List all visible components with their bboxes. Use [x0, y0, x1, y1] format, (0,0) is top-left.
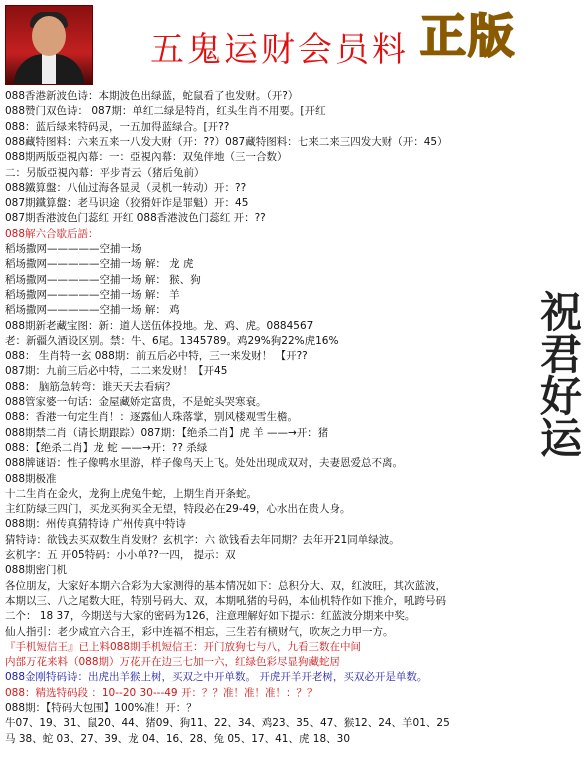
content-line: 088期新老藏宝图：新：道人送伍体投地。龙、鸡、虎。0884567 — [5, 319, 314, 332]
page-title: 五鬼运财会员料 — [150, 30, 409, 70]
content-line: 088： 生肖特一玄 088期：前五后必中特，三一来发财！ 【开?? — [5, 350, 308, 363]
content-line: 牛07、19、31、鼠20、44、猪09、狗11、22、34、鸡23、35、47、猴12、24、羊01、25 — [5, 717, 450, 730]
content-line: 仙人指引：老少咸宜六合王，彩中连福不相忘，三生若有横财气，吹灰之力甲一方。 — [5, 625, 394, 638]
content-line: 稻场撒网—————空捕一场 — [5, 243, 142, 255]
content-line: 088期：【特码大包围】100%准！开：？ — [5, 702, 197, 714]
content-line: 088牌谜语：性子像鸭水里游，样子像鸟天上飞。处处出现成双对，夫妻恩爱总不离。 — [5, 457, 404, 470]
content-line: 马 38、蛇 03、27、39、龙 04、16、28、兔 05、17、41、虎 18、30 — [5, 732, 351, 745]
content-line: 088：蓝后绿来特码灵，一五加得蓝绿合。[开?? — [5, 120, 230, 133]
content-line: 稻场撒网—————空捕一场 解： 鸡 — [5, 304, 180, 317]
content-line: 稻场撒网—————空捕一场 解： 猴、狗 — [5, 273, 201, 286]
content-line: 各位朋友，大家好本期六合彩为大家测得的基本情况如下：总积分大、双，红波旺，其次蓝波， — [5, 579, 446, 592]
content-line: 088： 脑筋急转弯：谁天天去看病？ — [5, 380, 176, 393]
authentic-badge: 正版 — [420, 9, 516, 63]
content-line: 088期禁二肖（请长期跟踪）087期：【绝杀二肖】虎 羊 ——→开：猪 — [5, 426, 329, 439]
content-line: 稻场撒网—————空捕一场 解： 羊 — [5, 288, 180, 301]
content-line: 稻场撒网—————空捕一场 解： 龙 虎 — [5, 258, 194, 271]
content-line: 088：精选特码段 ：10--20 30---49 开：？？准！准！准！：？？ — [5, 686, 318, 699]
content-line: 十二生肖在金火，龙狗上虎兔牛蛇，上期生肖开条蛇。 — [5, 487, 257, 500]
content-line: 088期密门机 — [5, 564, 68, 577]
content-line: 主红防绿三四门，买龙买狗买全无望，特段必在29-49，心水出在贵人身。 — [5, 503, 351, 516]
content-line: 088藏特图料：六来五来一八发大财（开：??）087藏特图料：七来二来三四发大财（开：45） — [5, 135, 448, 148]
content-line: 088解六合歇后語： — [5, 227, 99, 240]
header-photo — [5, 5, 93, 85]
content-line: 玄机字：五 开05特码：小小单??一四， 提示：双 — [5, 549, 236, 561]
content-line: 088管家婆一句话：金屋藏娇定富贵，不是蛇头哭寒衰。 — [5, 396, 267, 408]
content-line: 088期极准 — [5, 472, 57, 485]
content-line: 087期鐵算盤：老马识途（狡猾奸诈是罪魁）开：45 — [5, 197, 249, 210]
content-line: 老：新疆久酒设区别。禁：牛、6尾。1345789。鸡29%狗22%虎16% — [5, 334, 339, 347]
content-line: 『手机短信王』已上料088期手机短信王：开门放狗七与八，九看三数在中间 — [5, 640, 362, 653]
content-line: 二个： 18 37，今期送与大家的密码为126，注意理解好如下提示：红蓝波分期来中奖。 — [5, 610, 416, 623]
content-line: 088期：州传真猜特诗 广州传真中特诗 — [5, 518, 186, 531]
content-line: 内部万花来料（088期）万花开在边三七加一六，红绿色彩尽显狗藏蛇居 — [5, 656, 341, 669]
content-line: 088金刚特码诗：出虎出羊猴上树，买双之中开单数。 开虎开羊开老树，买双必开是单数。 — [5, 671, 428, 684]
side-blessing: 祝君好运 — [534, 290, 583, 458]
content-line: 本期以三、八之尾数大旺，特别号码大、双，本期吼猪的号码，本仙机特作如下推介，吼跨号码 — [5, 594, 446, 607]
content-line: 087期：九前三后必中特，二二来发财！【开45 — [5, 365, 228, 378]
content-line: 二：另版亞視內幕：平步青云（猪后兔前） — [5, 166, 205, 179]
content-line: 087期香港波色门蕊红 开红 088香港波色门蕊红 开：?? — [5, 212, 266, 225]
content-line: 088期两版亞視內幕：一：亞視內幕：双兔伴地（三一合数） — [5, 151, 288, 164]
content-line: 088：香港一句定生肖！：逐露仙人珠落掌，别风楼观雪生檐。 — [5, 411, 299, 424]
content-line: 088香港新波色诗：本期波色出绿蓝，蛇鼠看了也发财。（开?） — [5, 90, 299, 102]
content-line: 猜特诗：欲钱去买双数生肖发财？玄机字：六 欲钱看去年同期？去年开21同单绿波。 — [5, 533, 400, 546]
content-line: 088鐵算盤：八仙过海各显灵（灵机一转动）开：?? — [5, 181, 247, 194]
content-line: 088赞门双色诗： 087期：单红二绿是特肖，红头生肖不用要。[开红 — [5, 105, 326, 118]
content-line: 088：【绝杀二肖】龙 蛇 ——→开：?? 杀绿 — [5, 441, 208, 454]
